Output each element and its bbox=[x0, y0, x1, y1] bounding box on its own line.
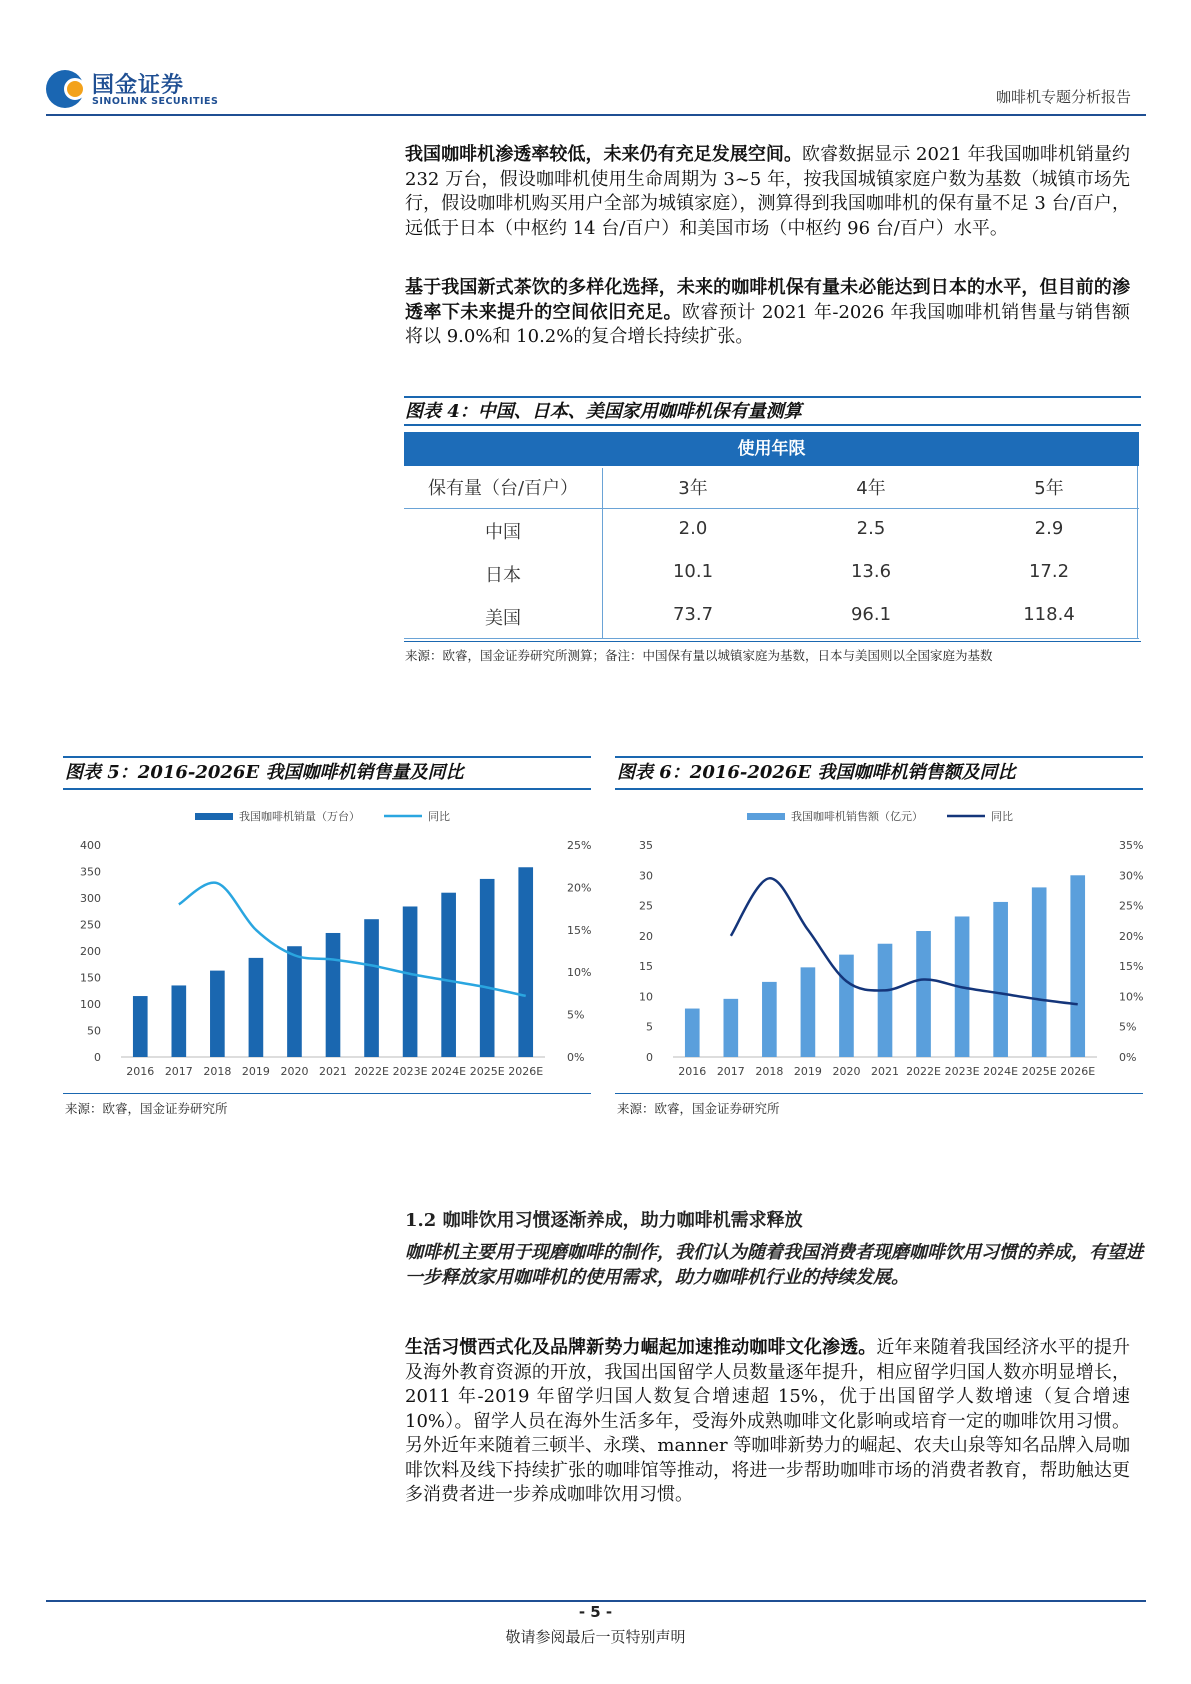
report-title: 咖啡机专题分析报告 bbox=[995, 88, 1131, 106]
paragraph-lead: 我国咖啡机渗透率较低，未来仍有充足发展空间。 bbox=[405, 144, 803, 165]
table-row-label: 中国 bbox=[485, 522, 521, 543]
x-tick-label: 2025E bbox=[469, 1065, 505, 1078]
x-tick-label: 2023E bbox=[944, 1065, 980, 1078]
table-column-header: 4年 bbox=[856, 478, 886, 499]
x-tick-label: 2024E bbox=[431, 1065, 467, 1078]
paragraph-lead: 基于我国新式茶饮的多样化选择，未来的咖啡机保有量未必能达到日本的水平，但目前的渗透率下未来提升的空间依旧充足。 bbox=[405, 277, 1130, 323]
y2-tick-label: 20% bbox=[567, 881, 591, 895]
x-tick-label: 2020 bbox=[280, 1065, 309, 1078]
y2-tick-label: 25% bbox=[567, 839, 591, 852]
paragraph-body: 欧睿数据显示 2021 年我国咖啡机销量约 232 万台，假设咖啡机使用生命周期为 3~5 年，按我国城镇家庭户数为基数（城镇市场先行，假设咖啡机购买用户全部为城镇家庭），测算得到我国咖啡机的保有量不足 3 台/百户，远低于日本（中枢约 14 台/百户）和美国市场（中枢约 96 台/百户）水平。 bbox=[405, 144, 1130, 239]
y-tick-label: 300 bbox=[80, 892, 101, 905]
table-column-header: 3年 bbox=[678, 478, 708, 499]
figure-title: 图表 6：2016-2026E 我国咖啡机销售额及同比 bbox=[617, 762, 1016, 783]
chart-bar bbox=[249, 958, 264, 1057]
y2-tick-label: 15% bbox=[567, 923, 591, 937]
table-cell: 10.1 bbox=[672, 561, 714, 582]
x-tick-label: 2024E bbox=[983, 1065, 1019, 1078]
x-tick-label: 2022E bbox=[906, 1065, 942, 1078]
y-tick-label: 400 bbox=[80, 839, 101, 852]
x-tick-label: 2026E bbox=[508, 1065, 544, 1078]
legend-line-label: 同比 bbox=[428, 810, 450, 823]
figure-divider bbox=[63, 1093, 591, 1094]
x-tick-label: 2018 bbox=[755, 1065, 784, 1078]
chart-bar bbox=[839, 955, 854, 1057]
chart-bar bbox=[403, 906, 418, 1057]
footer-divider bbox=[46, 1600, 1146, 1602]
y-tick-label: 25 bbox=[639, 899, 653, 913]
x-tick-label: 2016 bbox=[678, 1065, 707, 1078]
y-tick-label: 350 bbox=[80, 865, 101, 879]
y2-tick-label: 20% bbox=[1119, 929, 1143, 943]
table-row-label: 日本 bbox=[485, 565, 521, 586]
x-tick-label: 2026E bbox=[1060, 1065, 1096, 1078]
y-tick-label: 10 bbox=[639, 990, 653, 1004]
table-cell: 13.6 bbox=[850, 561, 892, 582]
chart-bar bbox=[801, 967, 816, 1057]
chart-bar bbox=[685, 1009, 700, 1057]
figure-title: 图表 5：2016-2026E 我国咖啡机销售量及同比 bbox=[65, 762, 464, 783]
x-tick-label: 2017 bbox=[164, 1065, 193, 1078]
y2-tick-label: 30% bbox=[1119, 869, 1143, 883]
table-cell: 118.4 bbox=[1023, 604, 1075, 625]
legend-bar-swatch bbox=[195, 813, 233, 820]
table-divider bbox=[404, 638, 1139, 639]
header-divider bbox=[46, 114, 1146, 116]
sales-volume-chart bbox=[63, 795, 591, 1090]
y2-tick-label: 0% bbox=[1119, 1051, 1137, 1064]
table-cell: 73.7 bbox=[672, 604, 714, 625]
ownership-table bbox=[404, 432, 1139, 639]
y-tick-label: 20 bbox=[639, 929, 653, 943]
footer-disclaimer: 敬请参阅最后一页特别声明 bbox=[505, 1628, 686, 1646]
paragraph-penetration bbox=[405, 143, 1130, 241]
y-tick-label: 50 bbox=[87, 1024, 101, 1038]
x-tick-label: 2017 bbox=[716, 1065, 745, 1078]
paragraph-growth bbox=[405, 276, 1130, 350]
y-tick-label: 5 bbox=[646, 1020, 653, 1034]
chart-bar bbox=[762, 982, 777, 1057]
y-tick-label: 0 bbox=[646, 1051, 653, 1064]
chart-bar bbox=[723, 999, 738, 1057]
table-cell: 17.2 bbox=[1028, 561, 1070, 582]
table-row-label: 美国 bbox=[485, 608, 521, 629]
y2-tick-label: 35% bbox=[1119, 839, 1143, 852]
figure-divider bbox=[615, 1093, 1143, 1094]
chart-bar bbox=[326, 933, 341, 1057]
y-tick-label: 200 bbox=[80, 945, 101, 958]
figure-divider bbox=[404, 424, 1141, 426]
paragraph-culture bbox=[405, 1336, 1130, 1508]
chart-bar bbox=[993, 902, 1008, 1057]
yoy-line bbox=[731, 878, 1078, 1004]
y2-tick-label: 10% bbox=[567, 966, 591, 980]
table-group-header: 使用年限 bbox=[404, 432, 1139, 466]
chart-bar bbox=[480, 879, 495, 1057]
section-heading: 1.2 咖啡饮用习惯逐渐养成，助力咖啡机需求释放 bbox=[405, 1210, 803, 1231]
x-tick-label: 2022E bbox=[354, 1065, 390, 1078]
chart-bar bbox=[364, 919, 379, 1057]
table-cell: 2.0 bbox=[678, 518, 708, 539]
y2-tick-label: 15% bbox=[1119, 960, 1143, 974]
paragraph-body: 欧睿预计 2021 年-2026 年我国咖啡机销售量与销售额将以 9.0%和 10.2%的复合增长持续扩张。 bbox=[405, 301, 1130, 347]
y2-tick-label: 0% bbox=[567, 1051, 585, 1064]
chart-bar bbox=[171, 985, 186, 1057]
y2-tick-label: 10% bbox=[1119, 990, 1143, 1004]
logo-icon bbox=[46, 70, 84, 108]
chart-bar bbox=[878, 944, 893, 1057]
yoy-line bbox=[179, 883, 526, 996]
y2-tick-label: 5% bbox=[567, 1008, 585, 1022]
chart-bar bbox=[1032, 887, 1047, 1057]
chart-bar bbox=[518, 867, 533, 1057]
chart-bar bbox=[441, 893, 456, 1057]
y-tick-label: 30 bbox=[639, 869, 653, 883]
x-tick-label: 2025E bbox=[1021, 1065, 1057, 1078]
y2-tick-label: 5% bbox=[1119, 1020, 1137, 1034]
figure-source: 来源：欧睿，国金证券研究所 bbox=[65, 1101, 228, 1116]
table-divider bbox=[602, 468, 603, 639]
x-tick-label: 2019 bbox=[793, 1065, 822, 1078]
sales-value-chart bbox=[615, 795, 1143, 1090]
table-cell: 96.1 bbox=[850, 604, 892, 625]
figure-source: 来源：欧睿，国金证券研究所测算；备注：中国保有量以城镇家庭为基数，日本与美国则以全国家庭为基数 bbox=[405, 648, 993, 663]
logo-text: 国金证券 bbox=[92, 73, 185, 98]
section-summary: 咖啡机主要用于现磨咖啡的制作，我们认为随着我国消费者现磨咖啡饮用习惯的养成，有望进一步释放家用咖啡机的使用需求，助力咖啡机行业的持续发展。 bbox=[405, 1242, 1143, 1288]
table-column-header: 5年 bbox=[1034, 478, 1064, 499]
figure-source: 来源：欧睿，国金证券研究所 bbox=[617, 1101, 780, 1116]
y-tick-label: 35 bbox=[639, 839, 653, 852]
page-number: - 5 - bbox=[578, 1603, 613, 1621]
legend-bar-label: 我国咖啡机销售额（亿元） bbox=[791, 810, 923, 823]
y-tick-label: 0 bbox=[94, 1051, 101, 1064]
chart-bar bbox=[133, 996, 148, 1057]
y-tick-label: 150 bbox=[80, 971, 101, 985]
x-tick-label: 2018 bbox=[203, 1065, 232, 1078]
paragraph-lead: 生活习惯西式化及品牌新势力崛起加速推动咖啡文化渗透。 bbox=[405, 1337, 877, 1358]
figure-divider bbox=[404, 641, 1141, 642]
x-tick-label: 2023E bbox=[392, 1065, 428, 1078]
chart-bar bbox=[287, 946, 302, 1057]
chart-bar bbox=[1070, 875, 1085, 1057]
table-cell: 2.9 bbox=[1034, 518, 1064, 539]
x-tick-label: 2020 bbox=[832, 1065, 861, 1078]
chart-bar bbox=[210, 971, 225, 1057]
figure-title: 图表 4：中国、日本、美国家用咖啡机保有量测算 bbox=[405, 401, 802, 422]
paragraph-body: 近年来随着我国经济水平的提升及海外教育资源的开放，我国出国留学人员数量逐年提升，相应留学归国人数亦明显增长，2011 年-2019 年留学归国人数复合增速超 15%，优于出国留学人数增速（复合增速 10%）。留学人员在海外生活多年，受海外成熟咖啡文化影响或培育一定的咖啡饮用习惯。另外近年来随着三顿半、永璞、manner 等咖啡新势力的崛起、农夫山泉等知名品牌入局咖啡饮料及线下持续扩张的咖啡馆等推动，将进一步帮助咖啡市场的消费者教育，帮助触达更多消费者进一步养成咖啡饮用习惯。 bbox=[405, 1337, 1131, 1505]
logo-subtext: SINOLINK SECURITIES bbox=[92, 96, 219, 107]
y2-tick-label: 25% bbox=[1119, 899, 1143, 913]
x-tick-label: 2021 bbox=[871, 1065, 899, 1078]
table-divider bbox=[404, 508, 1139, 509]
y-tick-label: 15 bbox=[639, 960, 653, 974]
legend-bar-swatch bbox=[747, 813, 785, 820]
y-tick-label: 250 bbox=[80, 918, 101, 932]
figure-divider bbox=[615, 788, 1143, 790]
x-tick-label: 2019 bbox=[241, 1065, 270, 1078]
legend-bar-label: 我国咖啡机销量（万台） bbox=[239, 810, 360, 823]
table-cell: 2.5 bbox=[856, 518, 886, 539]
y-tick-label: 100 bbox=[80, 998, 101, 1011]
table-row-header: 保有量（台/百户） bbox=[427, 478, 579, 499]
figure-divider bbox=[63, 788, 591, 790]
x-tick-label: 2021 bbox=[319, 1065, 347, 1078]
chart-bar bbox=[916, 931, 931, 1057]
legend-line-label: 同比 bbox=[991, 810, 1013, 823]
x-tick-label: 2016 bbox=[126, 1065, 155, 1078]
